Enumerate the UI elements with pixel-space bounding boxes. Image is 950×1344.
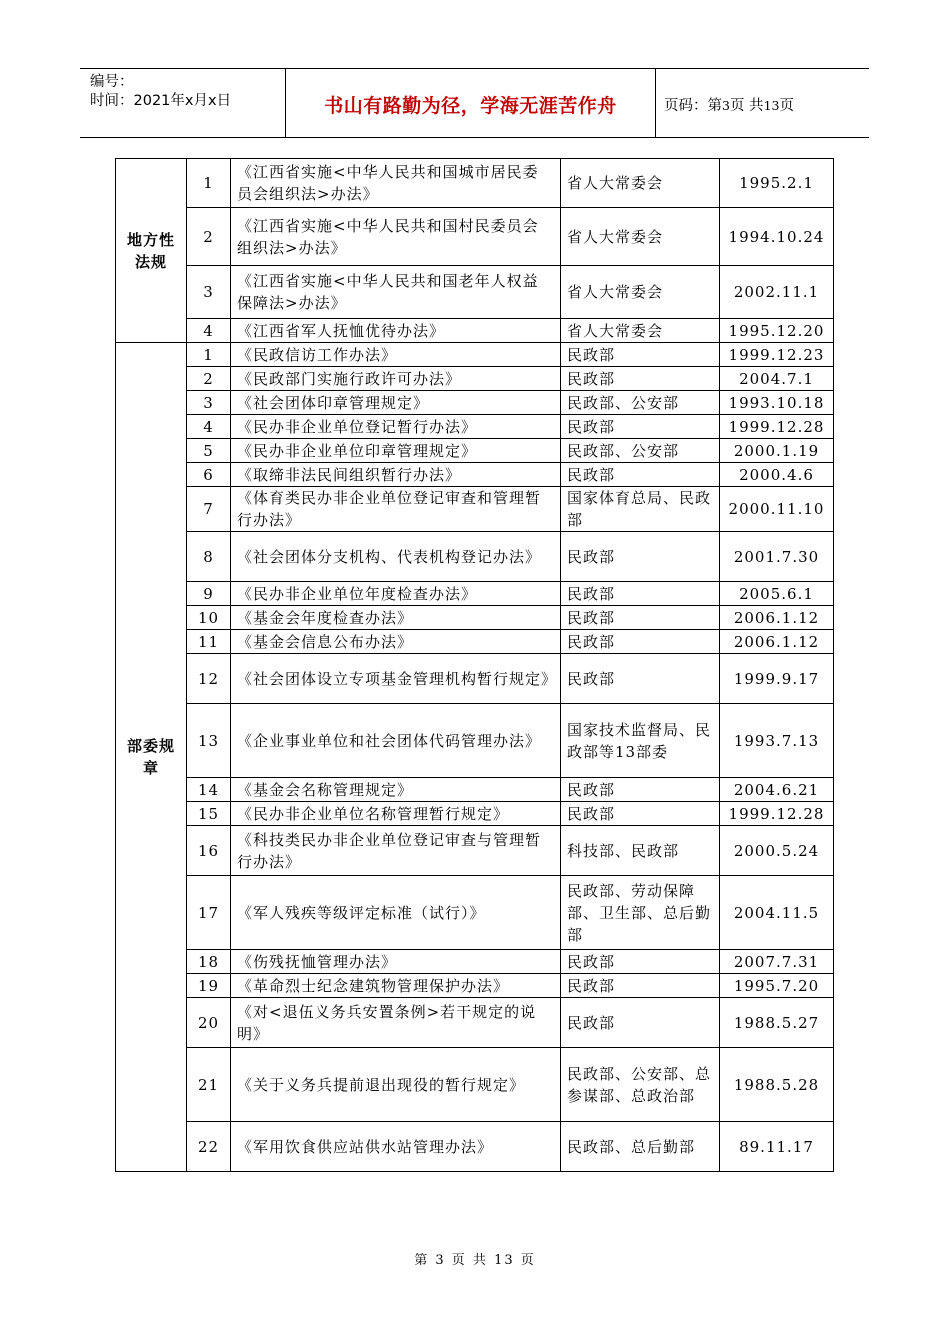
issuing-authority: 民政部、公安部 (561, 391, 720, 415)
issue-date: 1995.7.20 (720, 974, 834, 998)
category-local-regulations: 地方性法规 (116, 159, 187, 343)
table-row (116, 778, 834, 802)
issuing-authority: 民政部 (561, 582, 720, 606)
header-page-indicator (664, 94, 794, 115)
row-number: 21 (187, 1048, 231, 1122)
issue-date: 2000.1.19 (720, 439, 834, 463)
issuing-authority: 省人大常委会 (561, 208, 720, 266)
issue-date: 2004.11.5 (720, 876, 834, 950)
regulation-title: 《革命烈士纪念建筑物管理保护办法》 (231, 974, 561, 998)
row-number: 2 (187, 208, 231, 266)
issue-date: 2004.7.1 (720, 367, 834, 391)
issuing-authority: 科技部、民政部 (561, 826, 720, 876)
issue-date: 1994.10.24 (720, 208, 834, 266)
table-row (116, 463, 834, 487)
page-footer (0, 1249, 950, 1268)
row-number: 7 (187, 487, 231, 532)
table-row (116, 439, 834, 463)
issuing-authority: 省人大常委会 (561, 159, 720, 208)
table-row (116, 998, 834, 1048)
row-number: 4 (187, 415, 231, 439)
table-row (116, 950, 834, 974)
table-row (116, 654, 834, 704)
page-total: 13 (763, 98, 780, 113)
issue-date: 2005.6.1 (720, 582, 834, 606)
row-number: 14 (187, 778, 231, 802)
header-motto: 书山有路勤为径，学海无涯苦作舟 (324, 95, 617, 117)
regulation-title: 《江西省实施<中华人民共和国村民委员会组织法>办法》 (231, 208, 561, 266)
row-number: 10 (187, 606, 231, 630)
row-number: 17 (187, 876, 231, 950)
time-label: 时间：2021年x月x日 (90, 93, 232, 109)
issue-date: 1993.7.13 (720, 704, 834, 778)
issue-date: 1988.5.28 (720, 1048, 834, 1122)
regulations-table (115, 158, 834, 1172)
issuing-authority: 民政部 (561, 654, 720, 704)
regulation-title: 《江西省实施<中华人民共和国老年人权益保障法>办法》 (231, 266, 561, 319)
issuing-authority: 民政部、总后勤部 (561, 1122, 720, 1172)
table-row (116, 1122, 834, 1172)
regulation-title: 《企业事业单位和社会团体代码管理办法》 (231, 704, 561, 778)
header-meta (90, 73, 231, 111)
regulation-title: 《社会团体设立专项基金管理机构暂行规定》 (231, 654, 561, 704)
row-number: 12 (187, 654, 231, 704)
issuing-authority: 省人大常委会 (561, 319, 720, 343)
regulation-title: 《民办非企业单位印章管理规定》 (231, 439, 561, 463)
table-row (116, 266, 834, 319)
footer-prefix: 第 (414, 1253, 430, 1268)
table-row (116, 532, 834, 582)
regulation-title: 《伤残抚恤管理办法》 (231, 950, 561, 974)
issue-date: 1999.12.28 (720, 415, 834, 439)
issuing-authority: 民政部 (561, 606, 720, 630)
header-divider (655, 69, 656, 137)
issue-date: 1995.12.20 (720, 319, 834, 343)
page-mid: 页 共 (729, 98, 764, 114)
category-ministry-rules: 部委规章 (116, 343, 187, 1172)
page-current: 3 (722, 98, 730, 113)
row-number: 16 (187, 826, 231, 876)
issuing-authority: 民政部 (561, 630, 720, 654)
table-row (116, 159, 834, 208)
row-number: 13 (187, 704, 231, 778)
table-row (116, 1048, 834, 1122)
table-row (116, 367, 834, 391)
footer-total-pages: 13 (494, 1253, 515, 1268)
row-number: 1 (187, 159, 231, 208)
table-row (116, 391, 834, 415)
issuing-authority: 民政部 (561, 343, 720, 367)
row-number: 19 (187, 974, 231, 998)
issuing-authority: 民政部、公安部 (561, 439, 720, 463)
regulation-title: 《社会团体分支机构、代表机构登记办法》 (231, 532, 561, 582)
row-number: 22 (187, 1122, 231, 1172)
page-header (80, 68, 869, 138)
regulation-title: 《民政部门实施行政许可办法》 (231, 367, 561, 391)
issue-date: 89.11.17 (720, 1122, 834, 1172)
table-row (116, 487, 834, 532)
issuing-authority: 省人大常委会 (561, 266, 720, 319)
issue-date: 1993.10.18 (720, 391, 834, 415)
regulation-title: 《民政信访工作办法》 (231, 343, 561, 367)
table-row (116, 876, 834, 950)
row-number: 20 (187, 998, 231, 1048)
issue-date: 1999.12.23 (720, 343, 834, 367)
regulation-title: 《取缔非法民间组织暂行办法》 (231, 463, 561, 487)
regulation-title: 《民办非企业单位登记暂行办法》 (231, 415, 561, 439)
page-label: 页码：第 (664, 98, 722, 114)
table-row (116, 319, 834, 343)
row-number: 4 (187, 319, 231, 343)
regulation-title: 《民办非企业单位名称管理暂行规定》 (231, 802, 561, 826)
issue-date: 2006.1.12 (720, 606, 834, 630)
issuing-authority: 民政部 (561, 998, 720, 1048)
issue-date: 2006.1.12 (720, 630, 834, 654)
issuing-authority: 民政部 (561, 532, 720, 582)
row-number: 18 (187, 950, 231, 974)
regulation-title: 《军用饮食供应站供水站管理办法》 (231, 1122, 561, 1172)
issue-date: 1999.9.17 (720, 654, 834, 704)
issue-date: 2000.11.10 (720, 487, 834, 532)
table-row (116, 826, 834, 876)
footer-suffix: 页 (520, 1253, 536, 1268)
issuing-authority: 国家技术监督局、民政部等13部委 (561, 704, 720, 778)
issuing-authority: 民政部、公安部、总参谋部、总政治部 (561, 1048, 720, 1122)
table-row (116, 415, 834, 439)
issue-date: 1988.5.27 (720, 998, 834, 1048)
regulation-title: 《江西省实施<中华人民共和国城市居民委员会组织法>办法》 (231, 159, 561, 208)
table-row (116, 343, 834, 367)
row-number: 3 (187, 266, 231, 319)
issue-date: 1995.2.1 (720, 159, 834, 208)
number-label: 编号： (90, 74, 134, 90)
footer-current-page: 3 (435, 1253, 446, 1268)
issuing-authority: 民政部 (561, 802, 720, 826)
issue-date: 2001.7.30 (720, 532, 834, 582)
table-row (116, 974, 834, 998)
row-number: 2 (187, 367, 231, 391)
issuing-authority: 民政部 (561, 950, 720, 974)
row-number: 15 (187, 802, 231, 826)
table-row (116, 606, 834, 630)
regulation-title: 《社会团体印章管理规定》 (231, 391, 561, 415)
row-number: 1 (187, 343, 231, 367)
row-number: 3 (187, 391, 231, 415)
row-number: 9 (187, 582, 231, 606)
regulation-title: 《军人残疾等级评定标准（试行）》 (231, 876, 561, 950)
regulation-title: 《基金会年度检查办法》 (231, 606, 561, 630)
regulation-title: 《科技类民办非企业单位登记审查与管理暂行办法》 (231, 826, 561, 876)
issuing-authority: 民政部 (561, 367, 720, 391)
page-end: 页 (779, 98, 794, 114)
issue-date: 2004.6.21 (720, 778, 834, 802)
issuing-authority: 民政部 (561, 415, 720, 439)
issuing-authority: 民政部 (561, 974, 720, 998)
issue-date: 2000.5.24 (720, 826, 834, 876)
regulations-table-body (116, 159, 834, 1172)
issuing-authority: 民政部 (561, 778, 720, 802)
issue-date: 2002.11.1 (720, 266, 834, 319)
row-number: 6 (187, 463, 231, 487)
row-number: 11 (187, 630, 231, 654)
issue-date: 1999.12.28 (720, 802, 834, 826)
row-number: 5 (187, 439, 231, 463)
regulation-title: 《对<退伍义务兵安置条例>若干规定的说明》 (231, 998, 561, 1048)
row-number: 8 (187, 532, 231, 582)
regulation-title: 《民办非企业单位年度检查办法》 (231, 582, 561, 606)
regulation-title: 《关于义务兵提前退出现役的暂行规定》 (231, 1048, 561, 1122)
regulation-title: 《江西省军人抚恤优待办法》 (231, 319, 561, 343)
issuing-authority: 国家体育总局、民政部 (561, 487, 720, 532)
issuing-authority: 民政部 (561, 463, 720, 487)
issuing-authority: 民政部、劳动保障部、卫生部、总后勤部 (561, 876, 720, 950)
table-row (116, 582, 834, 606)
table-row (116, 802, 834, 826)
regulation-title: 《体育类民办非企业单位登记审查和管理暂行办法》 (231, 487, 561, 532)
regulation-title: 《基金会信息公布办法》 (231, 630, 561, 654)
table-row (116, 704, 834, 778)
issue-date: 2000.4.6 (720, 463, 834, 487)
regulation-title: 《基金会名称管理规定》 (231, 778, 561, 802)
table-row (116, 208, 834, 266)
footer-mid: 页 共 (451, 1253, 488, 1268)
issue-date: 2007.7.31 (720, 950, 834, 974)
table-row (116, 630, 834, 654)
